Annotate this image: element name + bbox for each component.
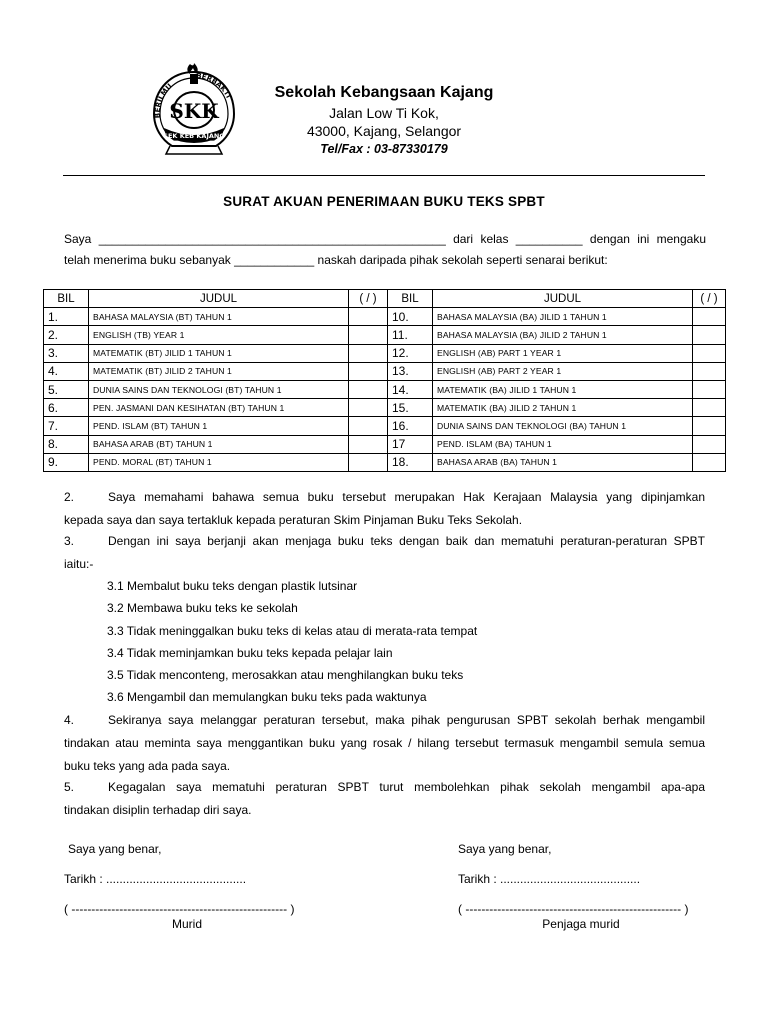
table-row <box>44 417 726 435</box>
row-checkbox-left[interactable] <box>349 417 388 435</box>
col-header-judul: JUDUL <box>89 290 349 308</box>
row-checkbox-right[interactable] <box>693 453 726 471</box>
intro-line-2: telah menerima buku sebanyak ____________ naskah daripada pihak sekolah seperti senarai berikut: <box>64 253 608 267</box>
rule-3-5: 3.5 Tidak menconteng, merosakkan atau menghilangkan buku teks <box>107 668 464 682</box>
clause-3-text-2: iaitu:- <box>64 557 94 571</box>
row-bil-right: 10. <box>388 308 433 326</box>
row-bil-left: 3. <box>44 344 89 362</box>
row-bil-right: 11. <box>388 326 433 344</box>
rule-3-2: 3.2 Membawa buku teks ke sekolah <box>107 601 298 615</box>
row-judul-right: PEND. ISLAM (BA) TAHUN 1 <box>433 435 693 453</box>
crest-arc-right-text: BERBAKTI <box>195 71 233 100</box>
school-crest-svg <box>146 62 242 158</box>
school-name: Sekolah Kebangsaan Kajang <box>274 84 494 101</box>
row-judul-right: ENGLISH (AB) PART 2 YEAR 1 <box>433 362 693 380</box>
document-title: SURAT AKUAN PENERIMAAN BUKU TEKS SPBT <box>223 194 545 209</box>
clause-4-text-2: tindakan atau meminta saya menggantikan buku yang rosak / hilang tersebut termasuk mengambil semula semua <box>64 736 705 750</box>
textbook-table <box>43 289 726 472</box>
row-judul-left: DUNIA SAINS DAN TEKNOLOGI (BT) TAHUN 1 <box>89 380 349 398</box>
row-checkbox-right[interactable] <box>693 399 726 417</box>
row-checkbox-left[interactable] <box>349 362 388 380</box>
clause-4-text-1: Sekiranya saya melanggar peraturan tersebut, maka pihak pengurusan SPBT sekolah berhak mengambil <box>108 713 705 727</box>
row-checkbox-right[interactable] <box>693 344 726 362</box>
row-bil-right: 17 <box>388 435 433 453</box>
row-checkbox-left[interactable] <box>349 344 388 362</box>
crest-monogram: SKK <box>169 99 219 123</box>
col-header-bil: BIL <box>388 290 433 308</box>
row-bil-left: 7. <box>44 417 89 435</box>
row-bil-right: 15. <box>388 399 433 417</box>
row-checkbox-left[interactable] <box>349 380 388 398</box>
sig-left-role: Murid <box>171 917 202 931</box>
row-checkbox-right[interactable] <box>693 308 726 326</box>
sig-right-date: Tarikh : .......................................... <box>458 872 641 886</box>
row-checkbox-left[interactable] <box>349 308 388 326</box>
address-line-1: Jalan Low Ti Kok, <box>329 105 439 121</box>
row-checkbox-right[interactable] <box>693 435 726 453</box>
clause-3-number: 3. <box>64 534 75 548</box>
sig-right-closing: Saya yang benar, <box>458 842 552 856</box>
row-bil-right: 16. <box>388 417 433 435</box>
table-row <box>44 308 726 326</box>
header-divider <box>63 175 705 176</box>
rule-3-1: 3.1 Membalut buku teks dengan plastik lutsinar <box>107 579 358 593</box>
row-checkbox-left[interactable] <box>349 326 388 344</box>
row-bil-left: 4. <box>44 362 89 380</box>
row-bil-left: 2. <box>44 326 89 344</box>
clause-3-text-1: Dengan ini saya berjanji akan menjaga buku teks dengan baik dan mematuhi peraturan-peraturan SPBT <box>108 534 705 548</box>
row-checkbox-right[interactable] <box>693 326 726 344</box>
intro-line-1: Saya ____________________________________________________ dari kelas __________ dengan ini mengaku <box>64 232 706 246</box>
row-bil-right: 13. <box>388 362 433 380</box>
rule-3-4: 3.4 Tidak meminjamkan buku teks kepada pelajar lain <box>107 646 393 660</box>
sig-left-date: Tarikh : .......................................... <box>64 872 247 886</box>
crest-arc-left-text: BERILMU <box>153 82 174 119</box>
table-row <box>44 326 726 344</box>
table-header-row <box>44 290 726 308</box>
row-judul-right: MATEMATIK (BA) JILID 2 TAHUN 1 <box>433 399 693 417</box>
school-crest-logo <box>146 62 242 158</box>
row-bil-left: 8. <box>44 435 89 453</box>
address-line-2: 43000, Kajang, Selangor <box>306 123 462 139</box>
row-bil-right: 14. <box>388 380 433 398</box>
row-judul-left: ENGLISH (TB) YEAR 1 <box>89 326 349 344</box>
row-bil-right: 12. <box>388 344 433 362</box>
sig-left-line: ( ------------------------------------------------------ ) <box>64 902 295 916</box>
row-judul-right: BAHASA MALAYSIA (BA) JILID 2 TAHUN 1 <box>433 326 693 344</box>
table-row <box>44 362 726 380</box>
rule-3-6: 3.6 Mengambil dan memulangkan buku teks pada waktunya <box>107 690 427 704</box>
clause-2-text-1: Saya memahami bahawa semua buku tersebut merupakan Hak Kerajaan Malaysia yang dipinjamkan <box>108 490 705 504</box>
row-judul-left: BAHASA MALAYSIA (BT) TAHUN 1 <box>89 308 349 326</box>
col-header-check: ( / ) <box>693 290 726 308</box>
clause-5-text-1: Kegagalan saya mematuhi peraturan SPBT turut membolehkan pihak sekolah mengambil apa-apa <box>108 780 705 794</box>
row-bil-left: 5. <box>44 380 89 398</box>
row-bil-left: 9. <box>44 453 89 471</box>
clause-3-line-1 <box>64 530 705 552</box>
sig-left-closing: Saya yang benar, <box>68 842 162 856</box>
rule-3-3: 3.3 Tidak meninggalkan buku teks di kelas atau di merata-rata tempat <box>107 624 478 638</box>
clause-4-line-1 <box>64 709 705 731</box>
row-judul-left: PEND. MORAL (BT) TAHUN 1 <box>89 453 349 471</box>
row-judul-right: BAHASA MALAYSIA (BA) JILID 1 TAHUN 1 <box>433 308 693 326</box>
row-judul-left: MATEMATIK (BT) JILID 2 TAHUN 1 <box>89 362 349 380</box>
crest-banner-text: SEK KEB KAJANG <box>163 132 225 140</box>
row-bil-left: 6. <box>44 399 89 417</box>
clause-5-line-1 <box>64 776 705 798</box>
table-row <box>44 344 726 362</box>
row-checkbox-left[interactable] <box>349 399 388 417</box>
table-row <box>44 435 726 453</box>
sig-right-line: ( ------------------------------------------------------ ) <box>458 902 689 916</box>
row-checkbox-right[interactable] <box>693 380 726 398</box>
row-checkbox-right[interactable] <box>693 362 726 380</box>
clause-5-text-2: tindakan disiplin terhadap diri saya. <box>64 803 252 817</box>
table-row <box>44 380 726 398</box>
row-judul-right: ENGLISH (AB) PART 1 YEAR 1 <box>433 344 693 362</box>
sig-right-role: Penjaga murid <box>542 917 620 931</box>
clause-4-number: 4. <box>64 713 75 727</box>
table-row <box>44 453 726 471</box>
row-bil-left: 1. <box>44 308 89 326</box>
table-row <box>44 399 726 417</box>
row-judul-right: MATEMATIK (BA) JILID 1 TAHUN 1 <box>433 380 693 398</box>
clause-2-line-1 <box>64 486 705 508</box>
row-checkbox-right[interactable] <box>693 417 726 435</box>
row-judul-left: PEN. JASMANI DAN KESIHATAN (BT) TAHUN 1 <box>89 399 349 417</box>
row-bil-right: 18. <box>388 453 433 471</box>
row-judul-left: BAHASA ARAB (BT) TAHUN 1 <box>89 435 349 453</box>
row-judul-right: BAHASA ARAB (BA) TAHUN 1 <box>433 453 693 471</box>
tel-fax: Tel/Fax : 03-87330179 <box>320 142 448 156</box>
row-judul-left: MATEMATIK (BT) JILID 1 TAHUN 1 <box>89 344 349 362</box>
row-judul-left: PEND. ISLAM (BT) TAHUN 1 <box>89 417 349 435</box>
row-checkbox-left[interactable] <box>349 435 388 453</box>
col-header-judul: JUDUL <box>433 290 693 308</box>
clause-2-text-2: kepada saya dan saya tertakluk kepada peraturan Skim Pinjaman Buku Teks Sekolah. <box>64 513 523 527</box>
clause-5-number: 5. <box>64 780 75 794</box>
col-header-check: ( / ) <box>349 290 388 308</box>
col-header-bil: BIL <box>44 290 89 308</box>
clause-4-text-3: buku teks yang ada pada saya. <box>64 759 231 773</box>
row-checkbox-left[interactable] <box>349 453 388 471</box>
clause-2-number: 2. <box>64 490 75 504</box>
row-judul-right: DUNIA SAINS DAN TEKNOLOGI (BA) TAHUN 1 <box>433 417 693 435</box>
